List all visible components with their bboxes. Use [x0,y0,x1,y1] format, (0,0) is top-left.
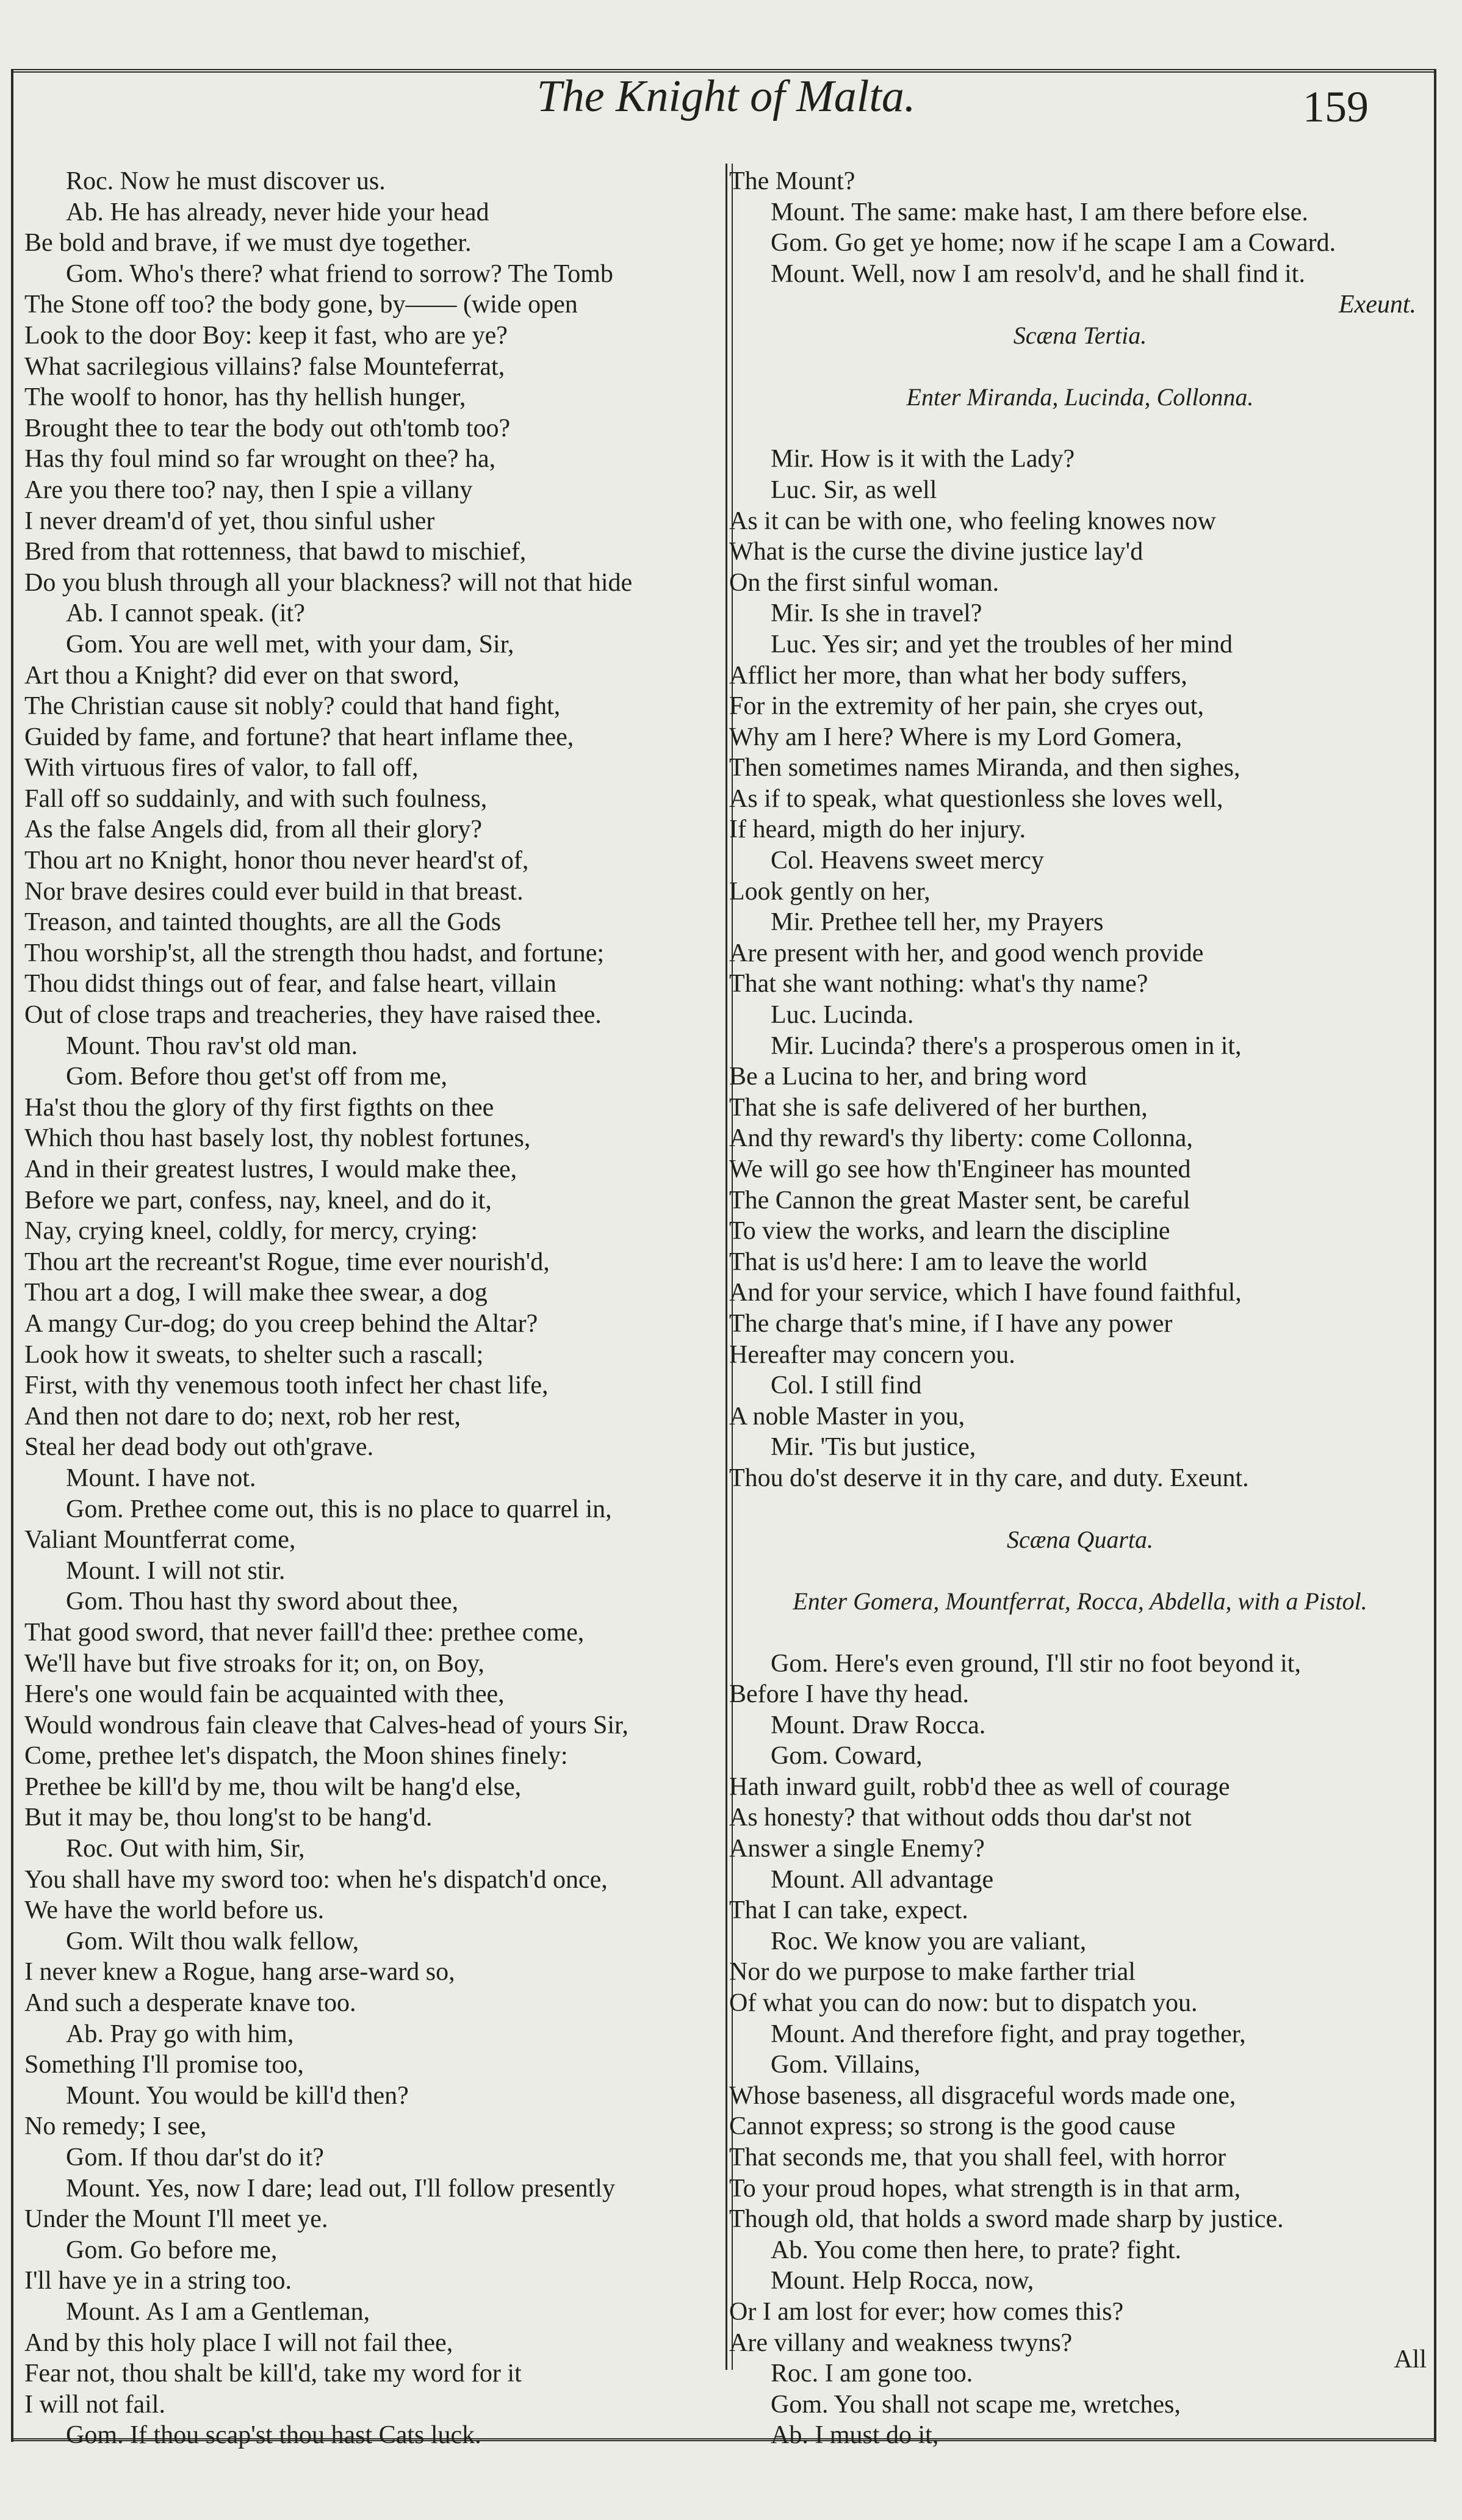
text-line [729,1617,1431,1648]
text-line: Mount. The same: make hast, I am there before else. [771,198,1308,226]
text-line: Gom. Who's there? what friend to sorrow? The Tomb [66,259,613,288]
text-line: Are you there too? nay, then I spie a villany [24,475,473,504]
text-line: Fear not, thou shalt be kill'd, take my word for it [24,2359,522,2388]
text-line: Hereafter may concern you. [729,1340,1015,1369]
text-line: Look to the door Boy: keep it fast, who are ye? [24,321,508,350]
text-line: Gom. Wilt thou walk fellow, [66,1927,359,1955]
text-line: Mount. All advantage [771,1865,994,1894]
text-line: Ha'st thou the glory of thy first figthts on thee [24,1093,494,1122]
text-line [729,1556,1431,1587]
text-line: Or I am lost for ever; how comes this? [729,2297,1124,2326]
text-line: Answer a single Enemy? [729,1835,985,1863]
text-line: On the first sinful woman. [729,568,999,597]
text-line: And thy reward's thy liberty: come Collonna, [729,1124,1193,1153]
text-line: Mir. How is it with the Lady? [771,445,1075,474]
text-line: Why am I here? Where is my Lord Gomera, [729,723,1183,751]
text-line [729,1494,1431,1525]
text-line: Which thou hast basely lost, thy noblest fortunes, [24,1124,531,1153]
text-line: The Mount? [729,167,855,195]
text-line: For in the extremity of her pain, she cryes out, [729,692,1204,721]
text-line: Gom. Here's even ground, I'll stir no foot beyond it, [771,1649,1301,1678]
text-line: Ab. I cannot speak. (it? [66,599,305,628]
text-line: Nor brave desires could ever build in that breast. [24,877,524,906]
text-line: Would wondrous fain cleave that Calves-head of yours Sir, [24,1711,628,1739]
text-line [729,413,1431,444]
text-line: Cannot express; so strong is the good cause [729,2112,1176,2141]
text-line: And such a desperate knave too. [24,1989,356,2018]
text-line: Thou art a dog, I will make thee swear, a dog [24,1279,488,1307]
text-line: That she is safe delivered of her burthen, [729,1093,1148,1122]
text-line: Thou art the recreant'st Rogue, time ever nourish'd, [24,1247,550,1276]
text-line: Gom. Prethee come out, this is no place to quarrel in, [66,1495,612,1523]
text-line: And then not dare to do; next, rob her rest, [24,1402,461,1431]
text-line: We'll have but five stroaks for it; on, on Boy, [24,1649,484,1678]
text-line: As if to speak, what questionless she loves well, [729,784,1223,813]
text-line: Gom. Before thou get'st off from me, [66,1063,447,1091]
text-line: That I can take, expect. [729,1896,968,1925]
text-line: What is the curse the divine justice lay'd [729,538,1143,566]
text-line: Mount. I have not. [66,1464,256,1492]
right-text-column [729,166,1431,2451]
text-line: Thou do'st deserve it in thy care, and duty. Exeunt. [729,1464,1249,1492]
text-line: Look how it sweats, to shelter such a rascall; [24,1340,484,1369]
text-line: Guided by fame, and fortune? that heart inflame thee, [24,723,574,751]
text-line: And for your service, which I have found faithful, [729,1279,1242,1307]
text-line: Roc. We know you are valiant, [771,1927,1087,1955]
text-line: Luc. Lucinda. [771,1001,914,1030]
text-line: Out of close traps and treacheries, they have raised thee. [24,1001,602,1030]
text-line: The charge that's mine, if I have any power [729,1309,1173,1338]
text-line: The Cannon the great Master sent, be careful [729,1186,1190,1215]
text-line: Before I have thy head. [729,1680,969,1709]
text-line: Afflict her more, than what her body suffers, [729,661,1187,690]
text-line: I'll have ye in a string too. [24,2267,292,2295]
text-line: I never dream'd of yet, thou sinful usher [24,507,435,535]
text-line: Mount. Draw Rocca. [771,1711,986,1739]
text-line: Are villany and weakness twyns? [729,2328,1073,2357]
text-line: Luc. Yes sir; and yet the troubles of her mind [771,630,1233,659]
text-line: Roc. Out with him, Sir, [66,1835,305,1863]
text-line: That good sword, that never faill'd thee: prethee come, [24,1618,585,1647]
text-line: Gom. Go before me, [66,2236,278,2264]
running-title: The Knight of Malta. [536,71,916,121]
text-line: Roc. I am gone too. [771,2359,973,2388]
text-line: Has thy foul mind so far wrought on thee? ha, [24,445,496,474]
text-line: Gom. You are well met, with your dam, Sir, [66,630,514,659]
text-line: Mount. You would be kill'd then? [66,2081,409,2110]
text-line: Mount. Thou rav'st old man. [66,1031,358,1060]
text-line: Something I'll promise too, [24,2051,304,2079]
text-line: Col. I still find [771,1371,922,1400]
text-line: Mir. Is she in travel? [771,599,982,628]
text-line: Mount. And therefore fight, and pray together, [771,2020,1246,2048]
text-line: As honesty? that without odds thou dar'st not [729,1803,1192,1832]
text-line: Bred from that rottenness, that bawd to mischief, [24,538,527,566]
text-line [729,352,1431,383]
text-line: You shall have my sword too: when he's dispatch'd once, [24,1865,608,1894]
left-text-column [24,166,720,2451]
text-line: Gom. If thou scap'st thou hast Cats luck. [66,2421,481,2450]
text-line: Though old, that holds a sword made sharp by justice. [729,2205,1284,2234]
text-line: Mount. I will not stir. [66,1556,286,1585]
text-line: Treason, and tainted thoughts, are all the Gods [24,908,502,937]
text-line: The woolf to honor, has thy hellish hunger, [24,383,466,412]
text-line: Mount. Yes, now I dare; lead out, I'll follow presently [66,2174,615,2203]
text-line: Gom. You shall not scape me, wretches, [771,2390,1181,2419]
text-line: Before we part, confess, nay, kneel, and do it, [24,1186,492,1215]
text-line: What sacrilegious villains? false Mounteferrat, [24,352,505,381]
right-border-rule [1434,69,1436,2442]
text-line: Thou worship'st, all the strength thou hadst, and fortune; [24,939,605,967]
text-line: Nay, crying kneel, coldly, for mercy, crying: [24,1217,478,1246]
text-line: Gom. If thou dar'st do it? [66,2143,324,2172]
text-line: Ab. He has already, never hide your head [66,198,489,226]
text-line: Exeunt. [1338,291,1416,319]
text-line: If heard, migth do her injury. [729,815,1026,844]
text-line: Whose baseness, all disgraceful words made one, [729,2081,1236,2110]
text-line: Mir. Prethee tell her, my Prayers [771,908,1104,937]
page-number: 159 [1303,82,1369,131]
text-line: Mount. As I am a Gentleman, [66,2297,370,2326]
text-line: Under the Mount I'll meet ye. [24,2205,328,2234]
text-line: Thou didst things out of fear, and false heart, villain [24,970,556,998]
text-line: Nor do we purpose to make farther trial [729,1958,1136,1987]
text-line: Mir. 'Tis but justice, [771,1433,976,1462]
text-line: Ab. I must do it, [771,2421,939,2450]
left-border-rule [11,69,13,2442]
text-line: To your proud hopes, what strength is in that arm, [729,2174,1241,2203]
text-line: Valiant Mountferrat come, [24,1526,296,1554]
text-line: Fall off so suddainly, and with such foulness, [24,784,488,813]
text-line: Then sometimes names Miranda, and then sighes, [729,754,1241,782]
text-line: Come, prethee let's dispatch, the Moon shines finely: [24,1742,568,1771]
text-line: Be a Lucina to her, and bring word [729,1063,1087,1091]
text-line: Ab. Pray go with him, [66,2020,294,2048]
catchword: All [1394,2345,1427,2374]
text-line: Look gently on her, [729,877,931,906]
text-line: Enter Gomera, Mountferrat, Rocca, Abdella, with a Pistol. [793,1587,1367,1616]
text-line: Prethee be kill'd by me, thou wilt be hang'd else, [24,1772,522,1801]
text-line: That seconds me, that you shall feel, with horror [729,2143,1226,2172]
text-line: A noble Master in you, [729,1402,965,1431]
text-line: The Stone off too? the body gone, by—— (wide open [24,291,578,319]
text-line: As it can be with one, who feeling knowes now [729,507,1216,535]
text-line: To view the works, and learn the discipline [729,1217,1170,1246]
text-line: Col. Heavens sweet mercy [771,847,1044,875]
text-line: Luc. Sir, as well [771,475,937,504]
text-line: Scæna Tertia. [1013,321,1147,349]
text-line: I will not fail. [24,2390,165,2419]
text-line: Art thou a Knight? did ever on that sword, [24,661,459,690]
text-line: Gom. Coward, [771,1742,923,1771]
text-line: Mount. Well, now I am resolv'd, and he shall find it. [771,259,1305,288]
text-line: Steal her dead body out oth'grave. [24,1433,374,1462]
text-line: I never knew a Rogue, hang arse-ward so, [24,1958,455,1987]
text-line: Here's one would fain be acquainted with thee, [24,1680,505,1709]
column-divider-rule [726,164,727,2370]
text-line: Scæna Quarta. [1007,1526,1153,1554]
text-line: Gom. Villains, [771,2051,921,2079]
text-line: Hath inward guilt, robb'd thee as well of courage [729,1772,1230,1801]
text-line: Are present with her, and good wench provide [729,939,1204,967]
text-line: A mangy Cur-dog; do you creep behind the Altar? [24,1309,538,1338]
text-line: Be bold and brave, if we must dye together. [24,229,472,258]
text-line: Roc. Now he must discover us. [66,167,386,195]
text-line: Gom. Go get ye home; now if he scape I am a Coward. [771,229,1336,258]
text-line: That she want nothing: what's thy name? [729,970,1148,998]
text-line: No remedy; I see, [24,2112,207,2141]
text-line: Enter Miranda, Lucinda, Collonna. [906,383,1254,411]
text-line: As the false Angels did, from all their glory? [24,815,482,844]
text-line: Do you blush through all your blackness? will not that hide [24,568,633,597]
text-line: And by this holy place I will not fail thee, [24,2328,453,2357]
text-line: Mir. Lucinda? there's a prosperous omen in it, [771,1031,1242,1060]
text-line: And in their greatest lustres, I would make thee, [24,1155,517,1183]
text-line: Gom. Thou hast thy sword about thee, [66,1587,459,1616]
text-line: But it may be, thou long'st to be hang'd. [24,1803,433,1832]
text-line: Thou art no Knight, honor thou never heard'st of, [24,847,529,875]
text-line: With virtuous fires of valor, to fall off, [24,754,419,782]
text-line: We have the world before us. [24,1896,325,1925]
text-line: The Christian cause sit nobly? could that hand fight, [24,692,561,721]
text-line: Of what you can do now: but to dispatch you. [729,1989,1198,2018]
text-line: Mount. Help Rocca, now, [771,2267,1034,2295]
text-line: We will go see how th'Engineer has mounted [729,1155,1191,1183]
text-line: That is us'd here: I am to leave the world [729,1247,1148,1276]
text-line: Ab. You come then here, to prate? fight. [771,2236,1182,2264]
text-line: Brought thee to tear the body out oth'tomb too? [24,414,511,442]
text-line: First, with thy venemous tooth infect her chast life, [24,1371,549,1400]
